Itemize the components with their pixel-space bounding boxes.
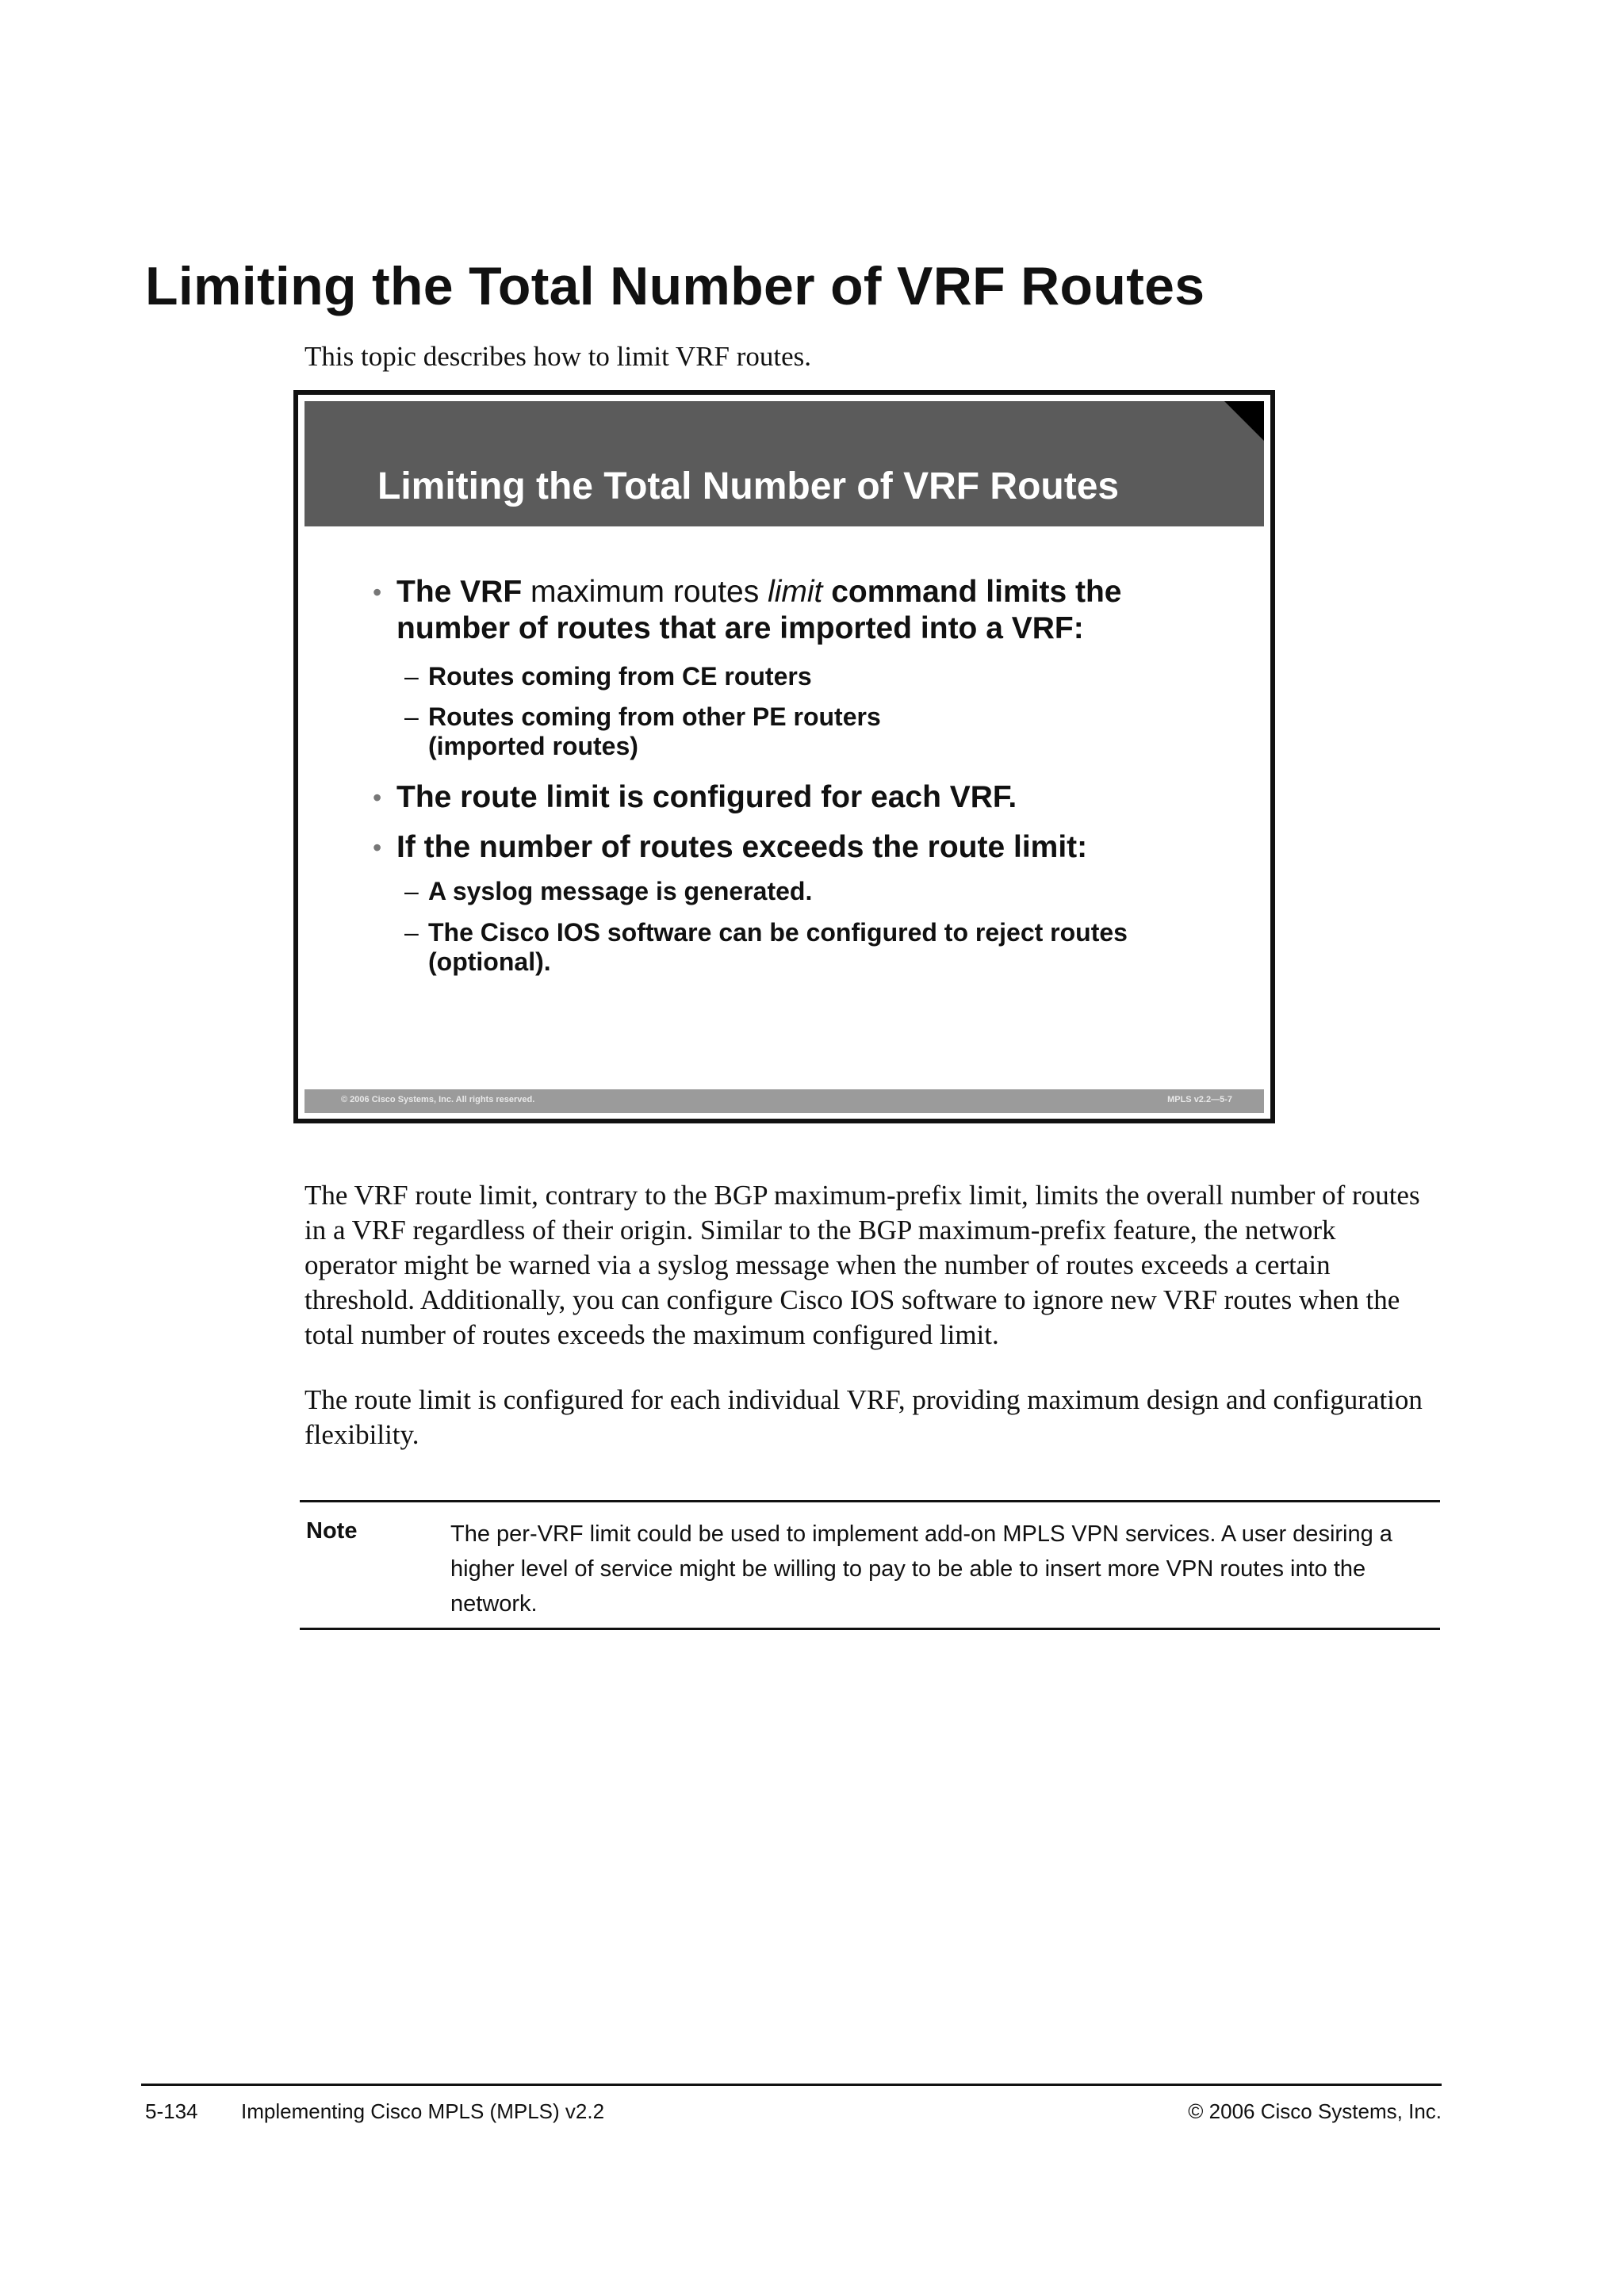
bullet-3-text: If the number of routes exceeds the route limit: [396,830,1088,864]
slide-sub-bullet [404,917,1128,947]
slide-bullet-2 [373,779,1017,816]
sub-bullet-text: A syslog message is generated. [428,877,813,905]
sub-bullet-text: Routes coming from CE routers [428,662,812,691]
slide-code: MPLS v2.2—5-7 [1167,1095,1232,1104]
slide-sub-bullet-cont: (imported routes) [428,732,638,760]
bullet-1-command: maximum routes [522,575,768,609]
slide-sub-bullet [404,876,813,906]
footer-course-title: Implementing Cisco MPLS (MPLS) v2.2 [241,2099,605,2123]
slide-bullet-1-line2: number of routes that are imported into a VRF: [396,611,1084,645]
note-box [300,1500,1440,1630]
body-paragraph-1: The VRF route limit, contrary to the BGP maximum-prefix limit, limits the overall number of routes in a VRF regardless of their origin. Similar to the BGP maximum-prefix feature, the network operator might be warned via a syslog message when the number of routes exceeds a certain threshold. Additionally, you can configure Cisco IOS software to ignore new VRF routes when the total number of routes exceeds the maximum configured limit. [304,1180,1420,1350]
body-paragraph-2: The route limit is configured for each individual VRF, providing maximum design and configuration flexibility. [304,1384,1423,1450]
page-title: Limiting the Total Number of VRF Routes [145,256,1205,316]
footer-copyright: © 2006 Cisco Systems, Inc. [1188,2099,1442,2123]
slide-copyright: © 2006 Cisco Systems, Inc. All rights reserved. [341,1095,535,1104]
slide-sub-bullet [404,702,881,732]
bullet-dot-icon: • [373,833,382,862]
slide-header [304,401,1264,526]
sub-bullet-text: The Cisco IOS software can be configured to reject routes [428,918,1128,947]
dash-icon: – [404,877,419,905]
topic-intro: This topic describes how to limit VRF routes. [304,341,812,372]
bullet-1-trail: command limits the [822,575,1122,609]
slide-sub-bullet-cont: (optional). [428,947,551,976]
footer-page-number: 5-134 [145,2099,198,2123]
dash-icon: – [404,702,419,731]
dash-icon: – [404,918,419,947]
slide [293,390,1275,1123]
bullet-1-lead: The VRF [396,575,523,609]
slide-footer [304,1089,1264,1113]
note-label: Note [306,1518,358,1544]
note-text: The per-VRF limit could be used to implement add-on MPLS VPN services. A user desiring a higher level of service might be willing to pay to be able to insert more VPN routes into the network. [450,1521,1392,1617]
bullet-1-param: limit [768,575,823,609]
slide-corner-triangle [1224,401,1264,441]
bullet-dot-icon: • [373,783,382,812]
slide-sub-bullet [404,661,812,691]
slide-bullet-1 [373,574,1122,610]
slide-bullet-3 [373,829,1088,866]
dash-icon: – [404,662,419,691]
slide-title: Limiting the Total Number of VRF Routes [377,465,1120,507]
bullet-2-text: The route limit is configured for each VRF. [396,780,1017,814]
footer-rule [141,2084,1442,2086]
bullet-dot-icon: • [373,578,382,607]
sub-bullet-text: Routes coming from other PE routers [428,702,881,731]
